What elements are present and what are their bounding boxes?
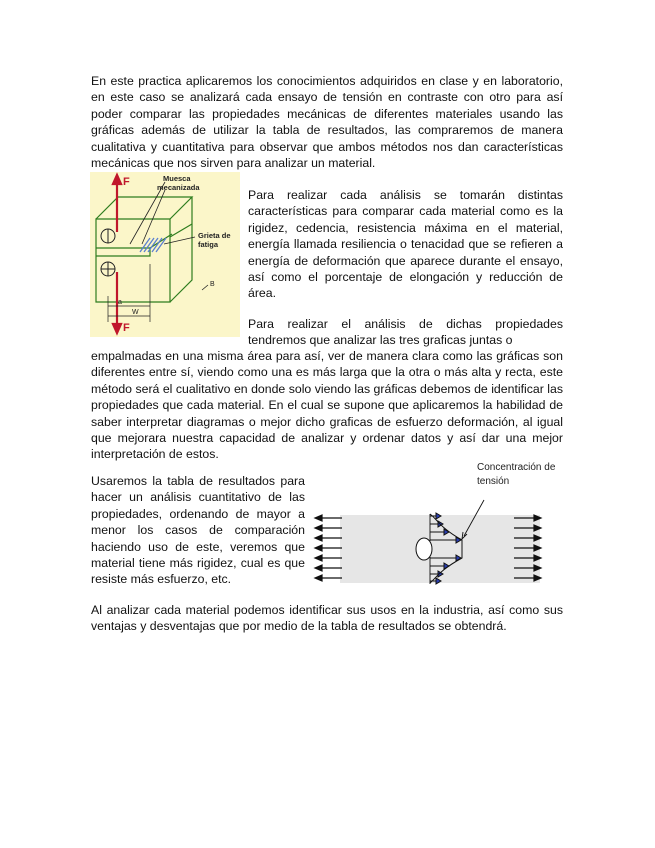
- dimension-a-label: a: [118, 299, 122, 306]
- analysis-paragraph-continued: empalmadas en una misma área para así, ver de manera clara como las gráficas son diferentes entre sí, viendo como una es más larga que la otra o más alta y recta, este método será el cualitativo en donde solo viendo las gráficas debemos de identificar las propiedades que cada material. En el cual se supone que aplicaremos la habilidad de saber interpretar diagramas o mejor dicho graficas de esfuerzo deformación, al igual que mejorara nuestra capacidad de analizar y ordenar datos y así dar una mejor interpretación de estos.: [91, 349, 563, 462]
- dimension-w-label: W: [132, 309, 139, 316]
- crack-label-line1: Grieta de: [198, 231, 231, 240]
- analysis-paragraph-start: Para realizar el análisis de dichas propiedades tendremos que analizar las tres graficas juntas o: [248, 317, 563, 348]
- stress-concentration-drawing: [312, 460, 570, 585]
- notch-label-line1: Muesca: [163, 174, 191, 183]
- closing-paragraph: Al analizar cada material podemos identificar sus usos en la industria, así como sus ventajas y desventajas que por medio de la tabla de resultados se obtendrá.: [91, 603, 563, 634]
- stress-concentration-figure: [312, 460, 570, 585]
- figure-caption-line1: Concentración de: [477, 462, 556, 473]
- figure-caption-line2: tensión: [477, 476, 510, 487]
- fatigue-specimen-drawing: [90, 172, 240, 337]
- notch-label-line2: mecanizada: [157, 183, 200, 192]
- force-label-top: F: [123, 176, 130, 188]
- crack-label-line2: fatiga: [198, 240, 219, 249]
- dimension-b-label: B: [210, 281, 215, 288]
- quantitative-paragraph: Usaremos la tabla de resultados para hacer un análisis cuantitativo de las propiedades, ordenando de mayor a menor los casos de comparación haciendo uso de este, veremos que material tiene más rigidez, cual es que resiste más esfuerzo, etc.: [91, 474, 305, 587]
- intro-paragraph: En este practica aplicaremos los conocimientos adquiridos en clase y en laboratorio, en este caso se analizará cada ensayo de tensión en contraste con otro para así poder comparar las propiedades mecánicas de diferentes materiales usando las gráficas además de utilizar la tabla de resultados, las compraremos de manera cualitativa y cuantitativa para observar que ambos métodos nos dan características mecánicas que nos sirven para analizar un material.: [91, 74, 563, 171]
- force-label-bottom: F: [123, 322, 130, 334]
- fatigue-specimen-figure: [90, 172, 240, 337]
- characteristics-paragraph: Para realizar cada análisis se tomarán distintas características para comparar cada material como es la rigidez, cedencia, resistencia máxima en el material, energía llamada resiliencia o tenacidad que se refieren a energía de deformación que aparece durante el ensayo, así como el porcentaje de elongación y reducción de área.: [248, 188, 563, 301]
